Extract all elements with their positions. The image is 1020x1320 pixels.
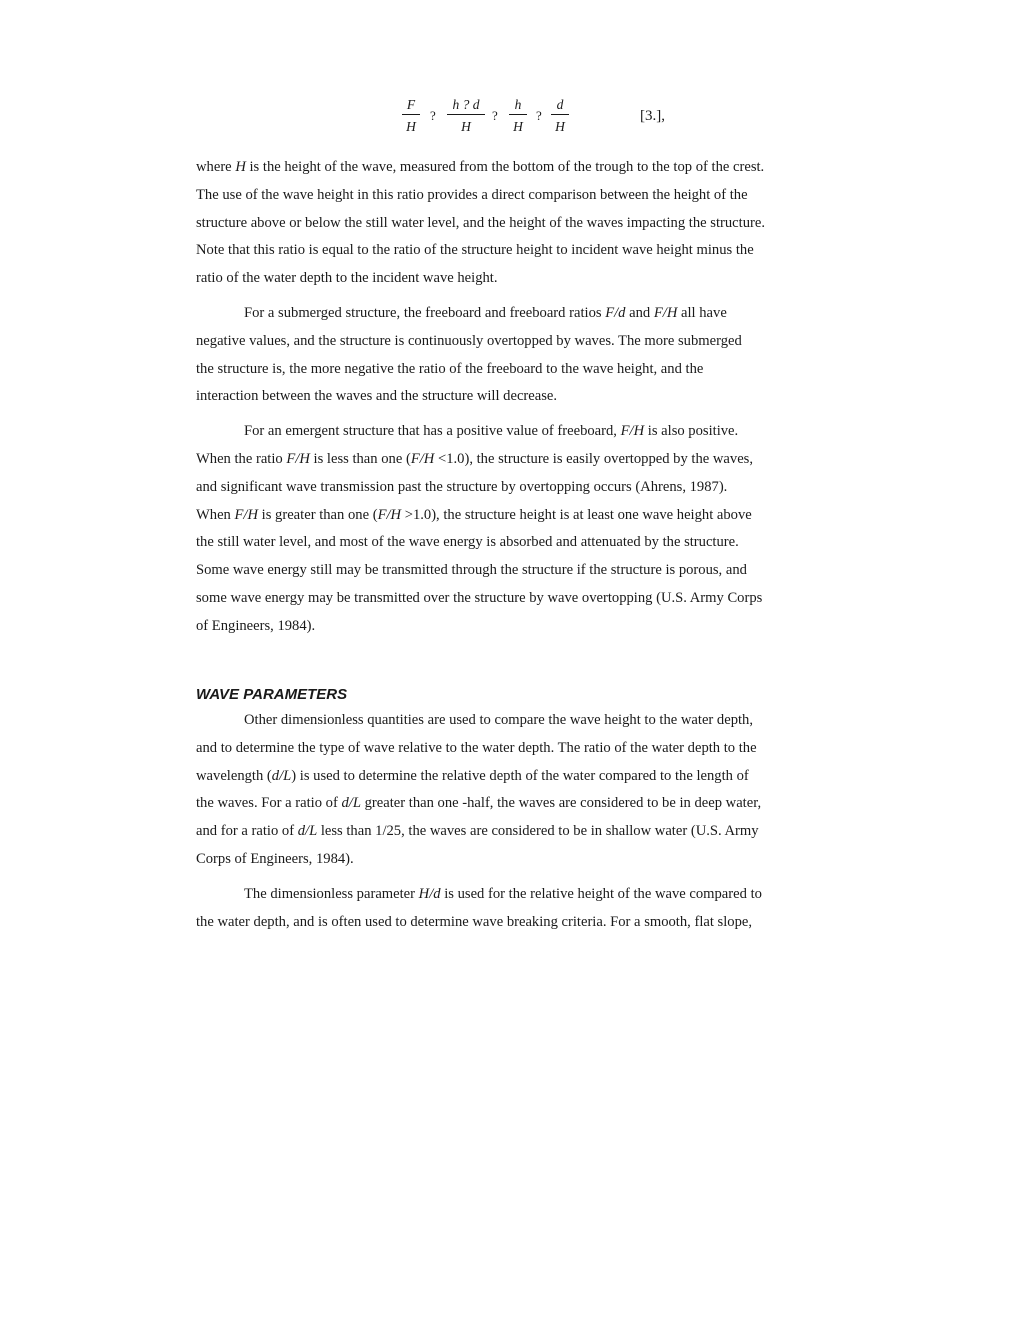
text-line (196, 557, 824, 585)
paragraph (196, 300, 824, 411)
text-segment: ) is used to determine the relative depth of the water compared to the length of (291, 767, 749, 784)
math-symbol: F/H (234, 506, 259, 523)
math-symbol: H/d (418, 885, 441, 902)
text-segment: and significant wave transmission past the structure by overtopping occurs (Ahrens, 1987). (196, 478, 728, 495)
text-line (196, 529, 824, 557)
text-segment: >1.0), the structure height is at least one wave height above (401, 506, 752, 523)
text-segment: For an emergent structure that has a positive value of freeboard, (244, 423, 621, 440)
fraction-numerator: h ? d (452, 97, 480, 112)
text-line (196, 474, 824, 502)
text-segment: some wave energy may be transmitted over the structure by wave overtopping (U.S. Army Corps (196, 589, 763, 606)
text-line (196, 881, 824, 909)
text-segment: and (625, 304, 654, 321)
math-symbol: F/d (605, 304, 626, 321)
math-symbol: F/H (377, 506, 402, 523)
text-segment: is less than one ( (309, 450, 411, 467)
text-segment: structure above or below the still water level, and the height of the waves impacting the structure. (196, 214, 765, 231)
paragraph (196, 707, 824, 874)
text-line (196, 418, 824, 446)
text-line (196, 818, 824, 846)
text-segment: When (196, 506, 235, 523)
text-segment: all have (677, 304, 727, 321)
fraction-h-minus-d-over-h (447, 96, 485, 135)
fraction-numerator: F (406, 97, 416, 112)
text-line (196, 300, 824, 328)
fraction-numerator: d (556, 97, 564, 112)
text-segment: of Engineers, 1984). (196, 617, 316, 634)
text-segment: the waves. For a ratio of (196, 795, 342, 812)
paragraph (196, 881, 824, 937)
text-segment: less than 1/25, the waves are considered to be in shallow water (U.S. Army (317, 823, 759, 840)
fraction-numerator: h (514, 97, 522, 112)
text-segment: greater than one -half, the waves are considered to be in deep water, (360, 795, 762, 812)
math-symbol: H (235, 159, 246, 175)
paragraph (196, 418, 824, 640)
text-line (196, 237, 824, 265)
text-segment: wavelength ( (196, 767, 272, 784)
text-segment: Some wave energy still may be transmitted through the structure if the structure is porous, and (196, 562, 747, 579)
text-segment: and for a ratio of (196, 823, 298, 840)
text-segment: is used for the relative height of the wave compared to (440, 885, 762, 902)
text-line (196, 265, 824, 293)
text-segment: negative values, and the structure is continuously overtopped by waves. The more submerged (196, 332, 742, 349)
text-line (196, 846, 824, 874)
text-segment: Corps of Engineers, 1984). (196, 850, 354, 867)
text-line (196, 735, 824, 763)
math-symbol: F/H (286, 450, 310, 467)
text-segment: The use of the wave height in this ratio provides a direct comparison between the height of the (196, 186, 748, 203)
section-wave-parameters-text (196, 707, 824, 936)
text-segment: the structure is, the more negative the ratio of the freeboard to the wave height, and the (196, 360, 704, 377)
equation-operator: ? (430, 108, 436, 123)
text-segment: interaction between the waves and the structure will decrease. (196, 388, 558, 405)
text-segment: where (196, 159, 236, 175)
math-symbol: d/L (271, 767, 292, 784)
text-line (196, 383, 824, 411)
section-freeboard-text (196, 154, 824, 641)
fraction-denominator: H (513, 119, 523, 134)
text-line (196, 613, 824, 641)
equation-number: [3.], (640, 108, 665, 124)
text-segment: Other dimensionless quantities are used to compare the wave height to the water depth, (244, 712, 754, 728)
text-segment: Note that this ratio is equal to the ratio of the structure height to incident wave height minus the (196, 242, 754, 259)
text-segment: is the height of the wave, measured from the bottom of the trough to the top of the crest. (245, 159, 765, 175)
text-line (196, 446, 824, 474)
fraction-f-over-h (402, 96, 420, 135)
math-symbol: d/L (297, 823, 318, 840)
text-line (196, 356, 824, 384)
text-segment: ratio of the water depth to the incident wave height. (196, 270, 498, 287)
text-line (196, 790, 824, 818)
text-segment: The dimensionless parameter (244, 885, 419, 902)
paragraph (196, 154, 824, 293)
text-line (196, 182, 824, 210)
text-line (196, 585, 824, 613)
text-line (196, 154, 824, 182)
equation-3 (396, 96, 686, 142)
text-line (196, 763, 824, 791)
equation-operator: ? (536, 108, 542, 123)
text-segment: <1.0), the structure is easily overtopped by the waves, (434, 450, 754, 467)
math-symbol: d/L (341, 795, 361, 812)
fraction-h-over-h (509, 96, 527, 135)
text-segment: the water depth, and is often used to determine wave breaking criteria. For a smooth, flat slope, (196, 913, 753, 930)
text-line (196, 909, 824, 937)
section-heading: WAVE PARAMETERS (196, 686, 348, 703)
math-symbol: F/H (410, 450, 435, 467)
equation-operator: ? (492, 108, 498, 123)
text-line (196, 328, 824, 356)
fraction-denominator: H (406, 119, 416, 134)
math-symbol: F/H (653, 304, 678, 321)
fraction-denominator: H (555, 119, 565, 134)
text-line (196, 502, 824, 530)
fraction-d-over-h (551, 96, 569, 135)
text-segment: is also positive. (644, 423, 739, 440)
text-segment: is greater than one ( (258, 506, 378, 523)
text-line (196, 707, 824, 735)
text-segment: and to determine the type of wave relative to the water depth. The ratio of the water depth to the (196, 739, 757, 756)
text-segment: When the ratio (196, 450, 287, 467)
text-line (196, 210, 824, 238)
text-segment: the still water level, and most of the wave energy is absorbed and attenuated by the structure. (196, 534, 739, 551)
text-segment: For a submerged structure, the freeboard and freeboard ratios (244, 304, 606, 321)
fraction-denominator: H (461, 119, 471, 134)
math-symbol: F/H (620, 423, 645, 440)
